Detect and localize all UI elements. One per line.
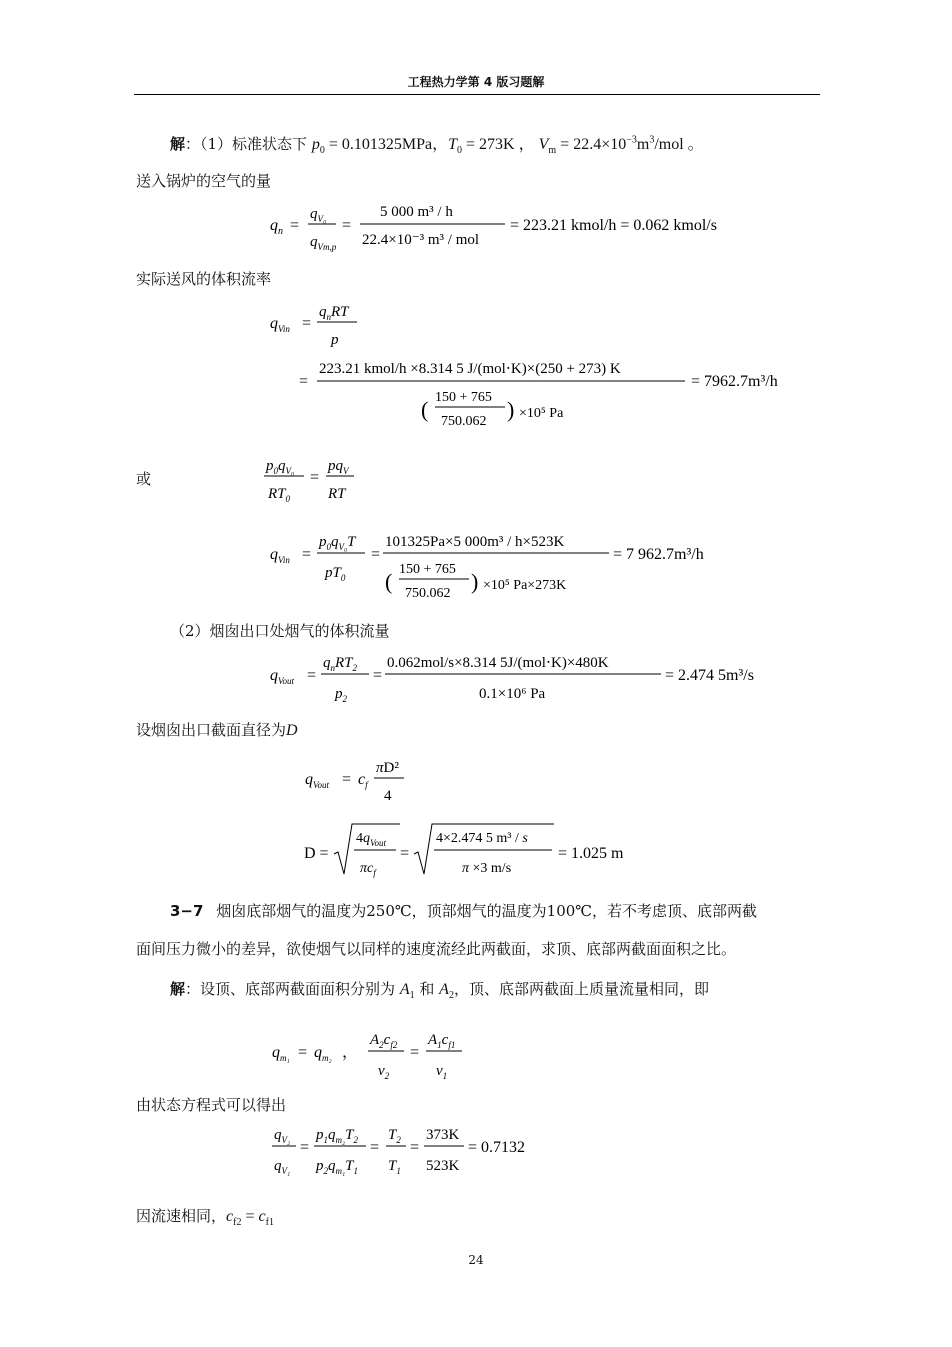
svg-text:πD²: πD² [376, 760, 399, 776]
svg-text:4: 4 [384, 788, 392, 804]
svg-text:): ) [471, 569, 479, 594]
svg-text:p1qm₂T2: $p_1q_{m_2}T_2$ [316, 1127, 358, 1145]
solution2-line: 解：设顶、底部两截面面积分别为 $A_1$ 和 $A_2$，顶、底部两截面上质量流量相同，即 [170, 980, 709, 1002]
svg-text:qnRT: $q_nRT$ [319, 304, 349, 322]
svg-text:pqV: $pq_V$ [328, 458, 349, 476]
solution2-label: 解 [170, 980, 186, 998]
svg-text:T2: $T_2$ [388, 1127, 401, 1145]
svg-text:= 7962.7m³/h: = 7962.7m³/h [691, 373, 778, 390]
svg-text:=: = [410, 1139, 420, 1156]
svg-text:0.062mol/s×8.314 5J/(mol⋅K)×4: 0.062mol/s×8.314 5J/(mol⋅K)×480K [387, 655, 609, 671]
page-number: 24 [468, 1253, 484, 1267]
svg-text:qVin: $q_{Vin}$ [270, 315, 290, 334]
svg-text:(: ( [421, 397, 429, 422]
svg-text:= 1.025 m: = 1.025 m [558, 845, 624, 862]
svg-text:p: p [331, 332, 339, 348]
let-diameter-text: 设烟囱出口截面直径为D [136, 721, 298, 739]
svg-text:cf: $c_f$ [358, 771, 368, 790]
equation-area-flow [300, 752, 440, 804]
svg-text:750.062: 750.062 [441, 414, 487, 429]
svg-text:qn: $q_n$ [270, 217, 283, 237]
svg-text:4qVout: $4q_{Vout}$ [356, 831, 387, 848]
svg-text:qV₁: $q_{V_1}$ [274, 1158, 291, 1176]
solution-label: 解 [170, 135, 186, 153]
problem-line-1 [170, 900, 757, 921]
svg-text:qVin: $q_{Vin}$ [270, 546, 290, 565]
svg-text:=: = [371, 546, 381, 563]
svg-text:πcf: $\pi c_f$ [360, 861, 376, 878]
svg-text:101325Pa×5 000m³ / h×523K: 101325Pa×5 000m³ / h×523K [385, 534, 565, 550]
svg-text:150 + 765: 150 + 765 [399, 562, 456, 577]
same-speed-line: 因流速相同，$c_{f2} = c_{f1}$ [136, 1207, 274, 1229]
svg-text:=: = [370, 1139, 380, 1156]
let-diameter-label: 设烟囱出口截面直径为 [136, 721, 287, 739]
svg-text:A2cf2: $A_2c_{f2}$ [370, 1032, 398, 1050]
svg-text:373K: 373K [426, 1127, 460, 1143]
problem-line-2: 面间压力微小的差异，欲使烟气以同样的速度流经此两截面，求顶、底部两截面面积之比。 [136, 940, 737, 958]
svg-text:5 000 m³ / h: 5 000 m³ / h [380, 204, 453, 220]
svg-text:p0qV₀T: $p_0q_{V_0}T$ [319, 534, 356, 552]
svg-text:=: = [298, 1044, 308, 1061]
svg-text:×10⁵ Pa×273K: ×10⁵ Pa×273K [483, 578, 567, 593]
equation-molar-flow [260, 196, 760, 256]
svg-text:=: = [310, 469, 320, 486]
svg-text:=: = [410, 1044, 420, 1061]
svg-text:750.062: 750.062 [405, 586, 451, 601]
svg-text:×10⁵ Pa: ×10⁵ Pa [519, 406, 564, 421]
svg-text:RT: RT [328, 486, 346, 502]
svg-text:523K: 523K [426, 1158, 460, 1174]
svg-text:=: = [299, 373, 309, 390]
equation-diameter [300, 820, 660, 884]
svg-text:p2qm₁T1: $p_2q_{m_1}T_1$ [316, 1158, 358, 1176]
or-text: 或 [136, 470, 152, 488]
solution2-text-a: ：设顶、底部两截面面积分别为 [185, 980, 396, 998]
actual-flow-text: 实际送风的体积流率 [136, 270, 272, 288]
svg-text:p2: $p_2$ [335, 686, 347, 704]
solution-text: ：（1）标准状态下 [185, 135, 308, 153]
svg-text:qV₂: $q_{V_2}$ [274, 1127, 291, 1145]
svg-text:223.21 kmol/h ×8.314 5 J/(m: 223.21 kmol/h ×8.314 5 J/(mol⋅K)×(250 + 273) K [319, 361, 621, 377]
svg-text:= 0.7132: = 0.7132 [468, 1139, 526, 1156]
svg-text:p0qV₀: $p_0q_{V_0}$ [266, 458, 295, 476]
svg-text:π ×3 m/s: π ×3 m/s [462, 861, 512, 876]
equation-ideal-gas-ratio [260, 452, 380, 504]
svg-text:=: = [400, 845, 410, 862]
part2-text: （2）烟囱出口处烟气的体积流量 [170, 622, 390, 640]
svg-text:qm₂: $q_{m_2}$ [314, 1044, 332, 1063]
svg-text:qnRT2: $q_nRT_2$ [323, 655, 358, 673]
svg-text:(: ( [385, 569, 393, 594]
svg-text:A1cf1: $A_1c_{f1}$ [428, 1032, 456, 1050]
running-header: 工程热力学第 4 版习题解 [407, 75, 545, 89]
equation-vin-numeric [295, 355, 815, 435]
problem-text-1: 烟囱底部烟气的温度为250℃，顶部烟气的温度为100℃，若不考虑顶、底部两截 [216, 902, 758, 920]
svg-text:qV₀: $q_{V_0}$ [310, 206, 327, 224]
svg-text:qVout: $q_{Vout}$ [270, 667, 295, 686]
svg-text:4×2.474 5 m³ / s: 4×2.474 5 m³ / s [436, 831, 528, 846]
header-rule [134, 94, 820, 95]
svg-text:v1: $v_1$ [436, 1063, 448, 1081]
svg-text:=: = [342, 771, 352, 788]
svg-text:=: = [373, 667, 383, 684]
svg-text:D =: D = [304, 845, 329, 862]
svg-text:qVout: $q_{Vout}$ [305, 771, 330, 790]
solution-intro-line [170, 131, 704, 157]
svg-text:T1: $T_1$ [388, 1158, 401, 1176]
equation-volume-ratio [268, 1120, 548, 1176]
svg-text:=: = [307, 667, 317, 684]
same-speed-text: 因流速相同， [136, 1207, 227, 1225]
svg-text:= 2.474 5m³/s: = 2.474 5m³/s [665, 667, 754, 684]
equation-vin-alt [265, 527, 765, 605]
svg-text:22.4×10⁻³ m³ / mol: 22.4×10⁻³ m³ / mol [362, 232, 480, 248]
svg-text:=: = [302, 315, 312, 332]
svg-text:150 + 765: 150 + 765 [435, 390, 492, 405]
svg-text:pT0: $pT_0$ [325, 565, 346, 583]
svg-text:=: = [302, 546, 312, 563]
svg-text:RT0: $RT_0$ [268, 486, 291, 504]
svg-text:=: = [300, 1139, 310, 1156]
svg-text:qVm,p: $q_{Vm,p}$ [310, 234, 337, 252]
svg-text:= 223.21 kmol/h = 0.062 kmol: = 223.21 kmol/h = 0.062 kmol/s [510, 217, 717, 234]
equation-vin-general [265, 298, 405, 350]
solution2-and: 和 [419, 980, 435, 998]
svg-text:= 7 962.7m³/h: = 7 962.7m³/h [613, 546, 704, 563]
state-equation-text: 由状态方程式可以得出 [136, 1096, 287, 1114]
standard-state-formula: $p_0 = 0.101325MPa$，$T_0 = 273K$ ， $V_m = 22.4\times 10^{-3}m^3/mol$ 。 [311, 134, 704, 157]
svg-text:=: = [342, 217, 352, 234]
equation-vout [265, 648, 785, 704]
svg-text:，: ， [342, 1044, 359, 1061]
svg-text:v2: $v_2$ [378, 1063, 390, 1081]
solution2-text-b: ，顶、底部两截面上质量流量相同，即 [453, 980, 709, 998]
svg-text:qm₁: $q_{m_1}$ [272, 1044, 290, 1063]
equation-mass-flow [262, 1025, 482, 1081]
svg-text:): ) [507, 397, 515, 422]
air-sent-text: 送入锅炉的空气的量 [136, 172, 272, 190]
problem-number: 3−7 [170, 902, 204, 920]
svg-text:0.1×10⁶ Pa: 0.1×10⁶ Pa [479, 686, 546, 702]
svg-text:=: = [290, 217, 300, 234]
